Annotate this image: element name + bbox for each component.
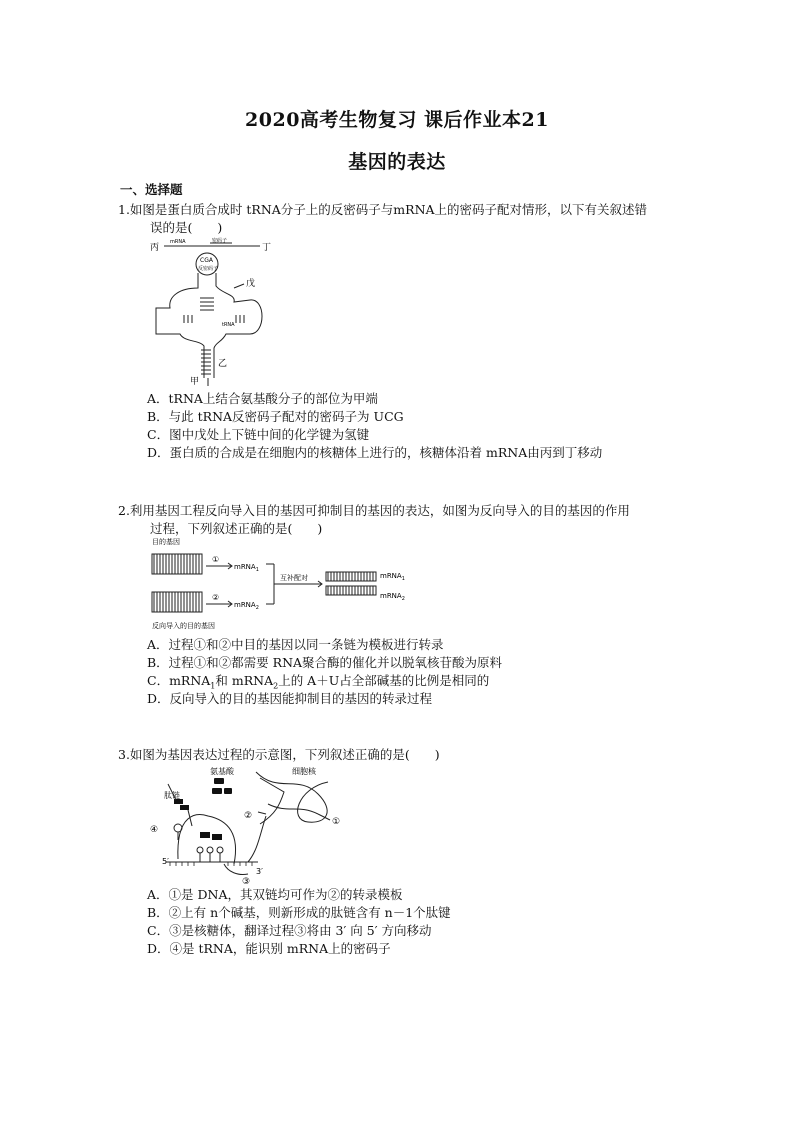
q3-option-d: D．④是 tRNA，能识别 mRNA上的密码子: [147, 941, 391, 956]
q3-label-amino-acid: 氨基酸: [210, 767, 234, 776]
q2-stem-line2: 过程，下列叙述正确的是( ): [150, 521, 323, 536]
q3-label-4: ④: [150, 825, 159, 835]
q2-option-b: B．过程①和②都需要 RNA聚合酶的催化并以脱氧核苷酸为原料: [147, 655, 503, 670]
q2-label-mrna1-right: mRNA$_1$: [380, 572, 405, 582]
q1-label-mrna: mRNA: [170, 239, 186, 245]
q2-label-mrna2-right: mRNA$_2$: [380, 592, 405, 602]
q1-label-jia: 甲: [190, 377, 200, 387]
q2-stem-line1: 2.利用基因工程反向导入目的基因可抑制目的基因的表达，如图为反向导入的目的基因的作用: [118, 503, 630, 518]
q1-label-codon: 密码子: [212, 238, 228, 244]
q1-label-anticodon: 反密码子: [198, 266, 219, 272]
q2-option-a: A．过程①和②中目的基因以同一条链为模板进行转录: [147, 637, 444, 652]
q3-option-a: A．①是 DNA，其双链均可作为②的转录模板: [147, 887, 403, 902]
q3-option-c: C．③是核糖体，翻译过程③将由 3′ 向 5′ 方向移动: [147, 923, 432, 938]
q3-stem: 3.如图为基因表达过程的示意图，下列叙述正确的是( ): [118, 747, 440, 762]
q1-stem-line2: 误的是( ): [150, 220, 223, 235]
q2-label-target-gene: 目的基因: [152, 538, 180, 546]
q2-label-pairing: 互补配对: [280, 574, 308, 582]
q2-antisense-figure: [150, 536, 405, 636]
q2-option-c: C．mRNA$_1$和 mRNA$_2$上的 A＋U占全部碱基的比例是相同的: [147, 673, 490, 691]
q1-label-yi: 乙: [218, 359, 228, 369]
document-subtitle: 基因的表达: [348, 151, 446, 173]
q3-label-3prime: 3′: [256, 867, 263, 876]
q1-option-a: A．tRNA上结合氨基酸分子的部位为甲端: [147, 391, 378, 406]
q3-label-3: ③: [242, 877, 251, 887]
q1-label-wu: 戊: [246, 279, 256, 289]
section-heading: 一、选择题: [120, 182, 183, 197]
q1-option-c: C．图中戊处上下链中间的化学键为氢键: [147, 427, 370, 442]
q1-stem-line1: 1.如图是蛋白质合成时 tRNA分子上的反密码子与mRNA上的密码子配对情形，以下有关叙述错: [118, 202, 648, 217]
q3-label-nucleus: 细胞核: [292, 767, 316, 776]
q1-option-b: B．与此 tRNA反密码子配对的密码子为 UCG: [147, 409, 404, 424]
q2-step1-icon: ①: [212, 555, 220, 564]
q3-gene-expression-figure: [148, 764, 358, 886]
q3-label-1: ①: [332, 817, 341, 827]
q1-label-ding: 丁: [262, 243, 272, 253]
q3-label-5prime: 5′: [162, 857, 169, 866]
q1-option-d: D．蛋白质的合成是在细胞内的核糖体上进行的，核糖体沿着 mRNA由丙到丁移动: [147, 445, 603, 460]
q1-label-bing: 丙: [150, 243, 160, 253]
q2-option-d: D．反向导入的目的基因能抑制目的基因的转录过程: [147, 691, 433, 706]
q1-trna-figure: [150, 238, 280, 388]
q2-step2-icon: ②: [212, 593, 220, 602]
q3-label-peptide: 肽链: [164, 791, 180, 800]
q3-label-2: ②: [244, 811, 253, 821]
q2-label-reverse-gene: 反向导入的目的基因: [152, 622, 215, 630]
q2-label-mrna1: mRNA$_1$: [234, 563, 259, 573]
q1-label-cga: CGA: [200, 257, 213, 264]
q3-option-b: B．②上有 n个碱基，则新形成的肽链含有 n－1个肽键: [147, 905, 451, 920]
q2-label-mrna2: mRNA$_2$: [234, 601, 259, 611]
q1-label-trna: tRNA: [222, 322, 235, 328]
document-title: 2020高考生物复习 课后作业本21: [245, 109, 549, 131]
